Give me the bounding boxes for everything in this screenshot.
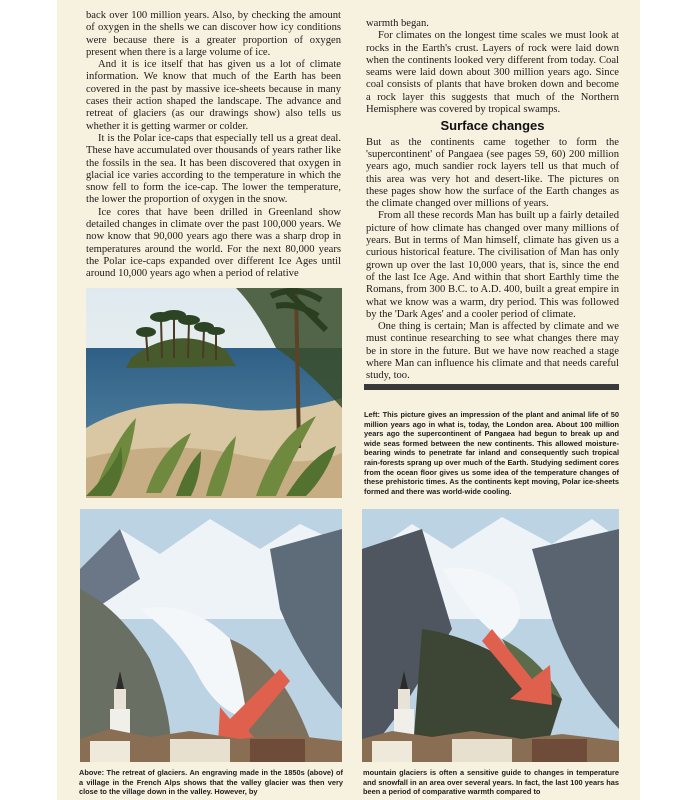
left-paragraph-3: It is the Polar ice-caps that especially tell us a great deal. These have accumulated over thousands of years rather like the fossils in the sea. It has been discovered that oxygen in glacial ice varies according to the temperature in which the snow fell to form the ice-cap. The lower the temperature, the lower the proportion of oxygen in the snow.: [86, 132, 341, 206]
tropical-landscape-illustration: [86, 288, 342, 498]
page-margin: [0, 0, 57, 800]
right-paragraph-3: But as the continents came together to form the 'supercontinent' of Pangaea (see pages 59, 60) 200 million years ago, much sandier rock layers tell us that much of this area was very hot and desert-like. The pictures on these pages show how the surface of the Earth changes as the climate changed over millions of years.: [366, 136, 619, 210]
right-paragraph-2: For climates on the longest time scales we must look at rocks in the Earth's crust. Layers of rock were laid down when the continents looked very different from today. Coal seams were laid down about 300 million years ago. Since coal consists of plants that have broken down and become a rock layer this suggests that much of the Northern Hemisphere was covered by tropical swamps.: [366, 30, 619, 116]
glacier-1850s-illustration: [80, 509, 342, 762]
right-paragraph-4: From all these records Man has built up a fairly detailed picture of how climate has changed over many millions of years. But in terms of Man himself, climate has given us a curious historical feature. The civilisation of Man has only grown up over the last 10,000 years, that is, since the end of the last Ice Age. And within that short Earthly time the Romans, from 300 B.C. to A.D. 400, built a great empire in what we know was a warm, dry period. This was followed by the 'Dark Ages' and a cooler period of climate.: [366, 210, 619, 320]
left-paragraph-2: And it is ice itself that has given us a lot of climate information. We know that much of the Earth has been covered in the past by massive ice-sheets because in many cases their action shaped the landscape. The advance and retreat of glaciers (as our drawings show) also tells us whether it is getting warmer or colder.: [86, 59, 341, 132]
glacier-caption-right: mountain glaciers is often a sensitive guide to changes in temperature and snowfall in an area over several years. In fact, the last 100 years has been a period of comparative warmth compared to: [363, 768, 619, 797]
section-heading: Surface changes: [440, 118, 545, 134]
right-text-column: [366, 18, 619, 383]
left-text-column: [86, 10, 341, 281]
left-paragraph-4: Ice cores that have been drilled in Greenland show detailed changes in climate over the past 100,000 years. We now know that 90,000 years ago there was a sharp drop in temperatures around the world. For the next 80,000 years the Polar ice-caps expanded over different Ice Ages until around 10,000 years ago when a period of relative: [86, 206, 341, 280]
glacier-present-illustration: [362, 509, 619, 762]
caption-divider: [364, 384, 619, 390]
glacier-caption-left: Above: The retreat of glaciers. An engraving made in the 1850s (above) of a village in the French Alps shows that the valley glacier was then very close to the village down in the valley. However, by: [79, 768, 343, 797]
right-paragraph-1: warmth began.: [366, 18, 429, 29]
right-paragraph-5: One thing is certain; Man is affected by climate and we must continue researching to see what changes there may be in store in the future. But we have now reached a stage where Man can influence his climate and that needs careful study, too.: [366, 321, 619, 382]
left-paragraph-1: back over 100 million years. Also, by checking the amount of oxygen in the shells we can discover how icy conditions were because there is a greater proportion of oxygen present when there is a large volume of ice.: [86, 10, 341, 58]
tropics-caption: Left: This picture gives an impression of the plant and animal life of 50 million years ago in what is, today, the London area. About 100 million years ago the supercontinent of Pangaea had begun to break up and wide seas formed between the new continents. This allowed moisture-bearing winds to penetrate far inland and consequently such tropical rain-forests sprang up over much of the Earth. Studying sediment cores from the ocean floor gives us some idea of the temperature changes of these prehistoric times. As the continents kept moving, Polar ice-sheets formed and there was world-wide cooling.: [364, 410, 619, 496]
